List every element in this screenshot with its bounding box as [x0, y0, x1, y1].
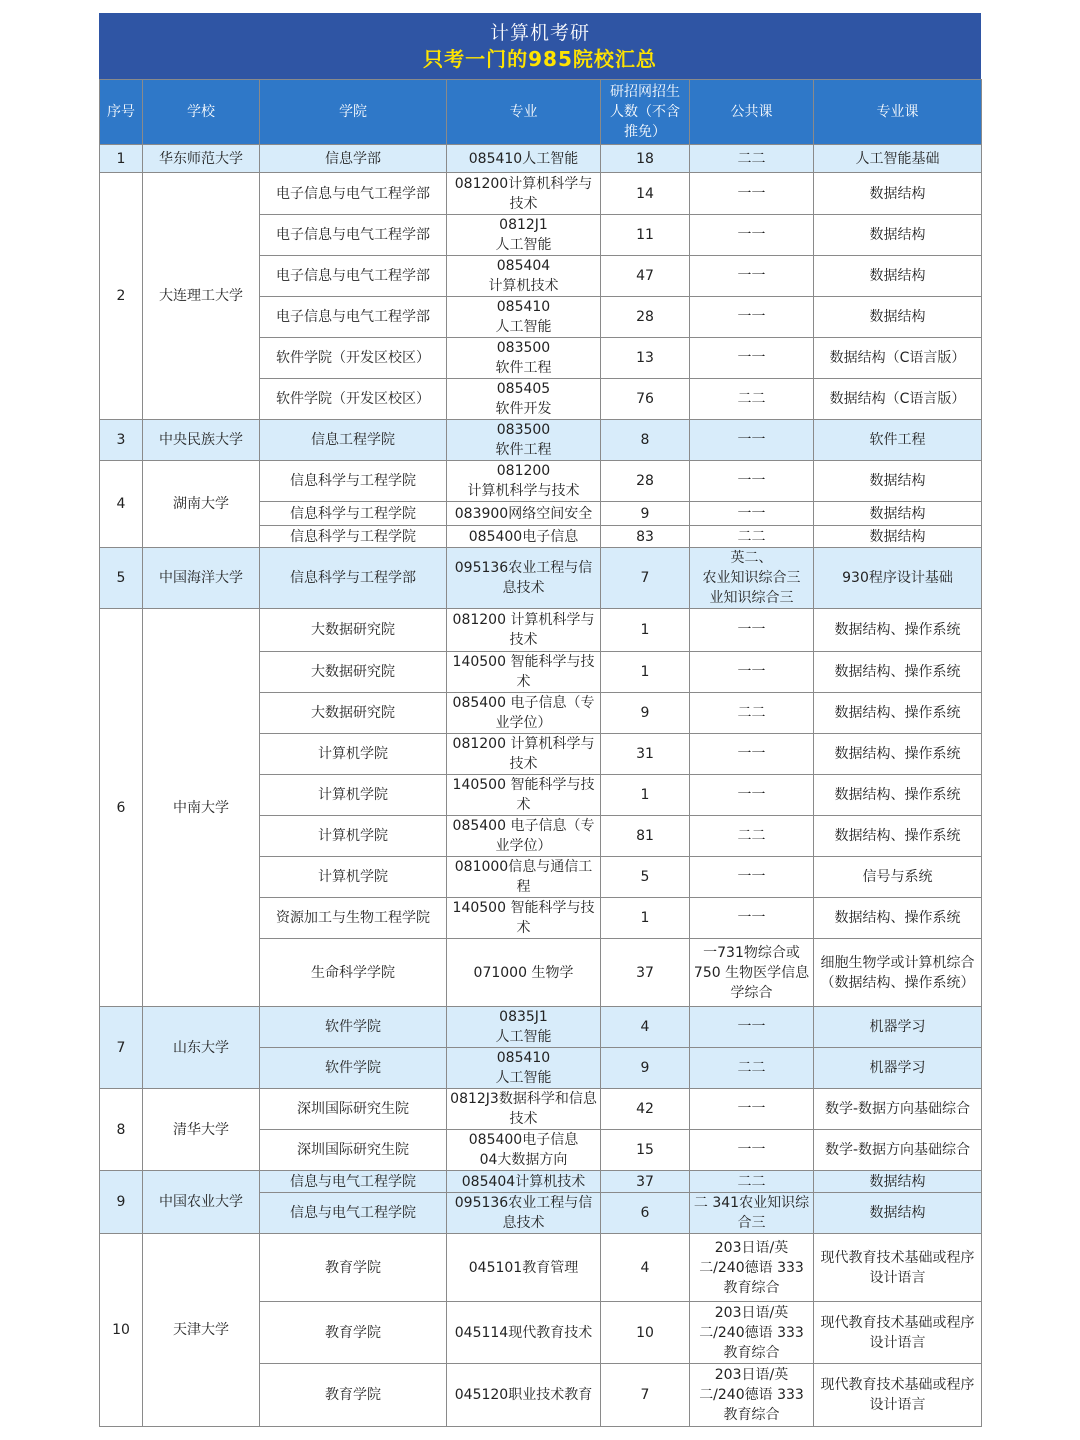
cell-count: 13	[601, 338, 690, 379]
title-line-1: 计算机考研	[489, 22, 590, 44]
cell-course: 数据结构、操作系统	[814, 693, 982, 734]
cell-count: 9	[601, 1048, 690, 1089]
cell-course: 数据结构	[814, 1193, 982, 1234]
cell-major: 085400 电子信息（专业学位）	[447, 693, 601, 734]
cell-public: 203日语/英二/240德语 333教育综合	[690, 1364, 814, 1427]
cell-college: 软件学院（开发区校区）	[260, 379, 447, 420]
cell-course: 机器学习	[814, 1007, 982, 1048]
header-no: 序号	[100, 80, 143, 145]
cell-course: 数据结构	[814, 502, 982, 526]
cell-college: 计算机学院	[260, 857, 447, 898]
cell-major: 081000信息与通信工程	[447, 857, 601, 898]
header-enrollment: 研招网招生人数（不含推免）	[601, 80, 690, 145]
cell-college: 信息科学与工程学院	[260, 526, 447, 548]
cell-course: 细胞生物学或计算机综合（数据结构、操作系统）	[814, 939, 982, 1007]
cell-count: 8	[601, 420, 690, 461]
table-row	[100, 548, 982, 609]
cell-count: 11	[601, 215, 690, 256]
cell-college: 大数据研究院	[260, 693, 447, 734]
cell-count: 4	[601, 1234, 690, 1302]
cell-course: 数据结构（C语言版）	[814, 379, 982, 420]
cell-major: 0835J1 人工智能	[447, 1007, 601, 1048]
cell-course: 人工智能基础	[814, 145, 982, 173]
cell-school: 山东大学	[143, 1007, 260, 1089]
cell-school: 湖南大学	[143, 461, 260, 548]
cell-count: 14	[601, 173, 690, 215]
cell-public: 一一	[690, 1130, 814, 1171]
table-row	[100, 1089, 982, 1130]
cell-public: 203日语/英二/240德语 333教育综合	[690, 1302, 814, 1364]
cell-public: 一一	[690, 461, 814, 502]
cell-count: 1	[601, 775, 690, 816]
cell-college: 深圳国际研究生院	[260, 1130, 447, 1171]
cell-count: 9	[601, 502, 690, 526]
cell-course: 信号与系统	[814, 857, 982, 898]
cell-public: 一一	[690, 256, 814, 297]
cell-public: 一一	[690, 857, 814, 898]
cell-college: 资源加工与生物工程学院	[260, 898, 447, 939]
cell-course: 数据结构、操作系统	[814, 652, 982, 693]
cell-college: 深圳国际研究生院	[260, 1089, 447, 1130]
cell-major: 081200 计算机科学与技术	[447, 609, 601, 652]
cell-public: 一一	[690, 652, 814, 693]
cell-count: 83	[601, 526, 690, 548]
cell-college: 计算机学院	[260, 816, 447, 857]
table-row	[100, 1234, 982, 1302]
cell-college: 信息科学与工程学部	[260, 548, 447, 609]
cell-school: 大连理工大学	[143, 173, 260, 420]
cell-course: 数据结构	[814, 526, 982, 548]
cell-school: 清华大学	[143, 1089, 260, 1171]
cell-public: 二二	[690, 145, 814, 173]
cell-major: 085410人工智能	[447, 145, 601, 173]
cell-college: 电子信息与电气工程学部	[260, 256, 447, 297]
cell-count: 6	[601, 1193, 690, 1234]
cell-course: 数据结构（C语言版）	[814, 338, 982, 379]
cell-no: 9	[100, 1171, 143, 1234]
cell-public: 一一	[690, 898, 814, 939]
cell-public: 一一	[690, 420, 814, 461]
cell-public: 一一	[690, 338, 814, 379]
cell-count: 1	[601, 898, 690, 939]
header-row	[100, 80, 982, 145]
cell-count: 9	[601, 693, 690, 734]
cell-count: 47	[601, 256, 690, 297]
cell-count: 4	[601, 1007, 690, 1048]
cell-major: 083500 软件工程	[447, 420, 601, 461]
header-school: 学校	[143, 80, 260, 145]
cell-major: 085400电子信息 04大数据方向	[447, 1130, 601, 1171]
cell-public: 二二	[690, 816, 814, 857]
header-public-course: 公共课	[690, 80, 814, 145]
table-body	[100, 145, 982, 1427]
cell-public: 一一	[690, 215, 814, 256]
cell-major: 140500 智能科学与技术	[447, 898, 601, 939]
cell-major: 045120职业技术教育	[447, 1364, 601, 1427]
cell-major: 095136农业工程与信息技术	[447, 548, 601, 609]
cell-no: 5	[100, 548, 143, 609]
cell-count: 18	[601, 145, 690, 173]
cell-course: 数据结构	[814, 461, 982, 502]
cell-major: 081200 计算机科学与技术	[447, 734, 601, 775]
schools-table	[99, 79, 982, 1427]
title-banner	[99, 13, 981, 79]
cell-course: 数据结构	[814, 1171, 982, 1193]
cell-public: 二二	[690, 1048, 814, 1089]
cell-public: 一一	[690, 734, 814, 775]
cell-college: 电子信息与电气工程学部	[260, 297, 447, 338]
cell-college: 软件学院（开发区校区）	[260, 338, 447, 379]
cell-public: 一731物综合或750 生物医学信息学综合	[690, 939, 814, 1007]
table-row	[100, 420, 982, 461]
cell-count: 37	[601, 1171, 690, 1193]
cell-public: 一一	[690, 609, 814, 652]
summary-sheet	[99, 13, 981, 1427]
cell-major: 071000 生物学	[447, 939, 601, 1007]
cell-major: 081200计算机科学与技术	[447, 173, 601, 215]
cell-major: 0812J3数据科学和信息技术	[447, 1089, 601, 1130]
cell-course: 数据结构、操作系统	[814, 609, 982, 652]
cell-major: 085400 电子信息（专业学位）	[447, 816, 601, 857]
cell-college: 生命科学学院	[260, 939, 447, 1007]
cell-course: 现代教育技术基础或程序设计语言	[814, 1364, 982, 1427]
cell-college: 教育学院	[260, 1234, 447, 1302]
header-college: 学院	[260, 80, 447, 145]
cell-major: 085400电子信息	[447, 526, 601, 548]
cell-public: 一一	[690, 297, 814, 338]
cell-no: 7	[100, 1007, 143, 1089]
cell-major: 085405 软件开发	[447, 379, 601, 420]
cell-college: 计算机学院	[260, 734, 447, 775]
cell-no: 6	[100, 609, 143, 1007]
cell-course: 现代教育技术基础或程序设计语言	[814, 1302, 982, 1364]
cell-school: 中南大学	[143, 609, 260, 1007]
cell-course: 数据结构	[814, 215, 982, 256]
cell-major: 085410 人工智能	[447, 297, 601, 338]
cell-no: 8	[100, 1089, 143, 1171]
cell-no: 2	[100, 173, 143, 420]
cell-major: 0812J1 人工智能	[447, 215, 601, 256]
cell-count: 10	[601, 1302, 690, 1364]
cell-count: 1	[601, 652, 690, 693]
cell-public: 一一	[690, 502, 814, 526]
cell-major: 045101教育管理	[447, 1234, 601, 1302]
cell-no: 10	[100, 1234, 143, 1427]
cell-course: 930程序设计基础	[814, 548, 982, 609]
table-row	[100, 1007, 982, 1048]
cell-count: 42	[601, 1089, 690, 1130]
cell-public: 一一	[690, 173, 814, 215]
cell-public: 二 341农业知识综合三	[690, 1193, 814, 1234]
cell-major: 095136农业工程与信息技术	[447, 1193, 601, 1234]
cell-school: 中国农业大学	[143, 1171, 260, 1234]
cell-school: 中国海洋大学	[143, 548, 260, 609]
cell-course: 数据结构	[814, 297, 982, 338]
cell-count: 1	[601, 609, 690, 652]
cell-public: 二二	[690, 379, 814, 420]
cell-college: 软件学院	[260, 1048, 447, 1089]
cell-course: 数据结构、操作系统	[814, 734, 982, 775]
cell-college: 软件学院	[260, 1007, 447, 1048]
cell-college: 教育学院	[260, 1364, 447, 1427]
cell-count: 7	[601, 1364, 690, 1427]
cell-count: 37	[601, 939, 690, 1007]
cell-public: 二二	[690, 693, 814, 734]
cell-public: 英二、 农业知识综合三 业知识综合三	[690, 548, 814, 609]
table-row	[100, 1171, 982, 1193]
cell-no: 4	[100, 461, 143, 548]
cell-count: 31	[601, 734, 690, 775]
cell-major: 083500 软件工程	[447, 338, 601, 379]
cell-major: 085410 人工智能	[447, 1048, 601, 1089]
cell-college: 信息科学与工程学院	[260, 502, 447, 526]
cell-course: 数据结构、操作系统	[814, 898, 982, 939]
cell-major: 140500 智能科学与技术	[447, 652, 601, 693]
cell-course: 数学-数据方向基础综合	[814, 1089, 982, 1130]
cell-public: 一一	[690, 1007, 814, 1048]
title-line-2: 只考一门的985院校汇总	[423, 47, 657, 71]
cell-major: 085404计算机技术	[447, 1171, 601, 1193]
cell-college: 信息与电气工程学院	[260, 1171, 447, 1193]
cell-public: 一一	[690, 1089, 814, 1130]
cell-college: 大数据研究院	[260, 609, 447, 652]
cell-no: 1	[100, 145, 143, 173]
cell-college: 电子信息与电气工程学部	[260, 173, 447, 215]
cell-course: 机器学习	[814, 1048, 982, 1089]
cell-college: 大数据研究院	[260, 652, 447, 693]
cell-school: 天津大学	[143, 1234, 260, 1427]
cell-college: 计算机学院	[260, 775, 447, 816]
cell-major: 085404 计算机技术	[447, 256, 601, 297]
cell-course: 数据结构	[814, 256, 982, 297]
table-row	[100, 461, 982, 502]
cell-major: 140500 智能科学与技术	[447, 775, 601, 816]
cell-major: 081200 计算机科学与技术	[447, 461, 601, 502]
table-row	[100, 609, 982, 652]
cell-public: 一一	[690, 775, 814, 816]
cell-count: 81	[601, 816, 690, 857]
cell-count: 28	[601, 461, 690, 502]
cell-no: 3	[100, 420, 143, 461]
cell-course: 数据结构、操作系统	[814, 816, 982, 857]
cell-college: 信息学部	[260, 145, 447, 173]
cell-college: 信息与电气工程学院	[260, 1193, 447, 1234]
cell-major: 045114现代教育技术	[447, 1302, 601, 1364]
cell-public: 二二	[690, 526, 814, 548]
cell-count: 76	[601, 379, 690, 420]
cell-count: 5	[601, 857, 690, 898]
cell-course: 软件工程	[814, 420, 982, 461]
table-row	[100, 145, 982, 173]
cell-college: 信息工程学院	[260, 420, 447, 461]
cell-course: 现代教育技术基础或程序设计语言	[814, 1234, 982, 1302]
cell-course: 数据结构	[814, 173, 982, 215]
cell-college: 教育学院	[260, 1302, 447, 1364]
cell-count: 28	[601, 297, 690, 338]
header-major-course: 专业课	[814, 80, 982, 145]
cell-count: 15	[601, 1130, 690, 1171]
cell-course: 数学-数据方向基础综合	[814, 1130, 982, 1171]
header-major: 专业	[447, 80, 601, 145]
cell-count: 7	[601, 548, 690, 609]
cell-college: 信息科学与工程学院	[260, 461, 447, 502]
cell-school: 中央民族大学	[143, 420, 260, 461]
cell-college: 电子信息与电气工程学部	[260, 215, 447, 256]
cell-course: 数据结构、操作系统	[814, 775, 982, 816]
cell-major: 083900网络空间安全	[447, 502, 601, 526]
cell-school: 华东师范大学	[143, 145, 260, 173]
cell-public: 203日语/英二/240德语 333教育综合	[690, 1234, 814, 1302]
table-row	[100, 173, 982, 215]
cell-public: 二二	[690, 1171, 814, 1193]
